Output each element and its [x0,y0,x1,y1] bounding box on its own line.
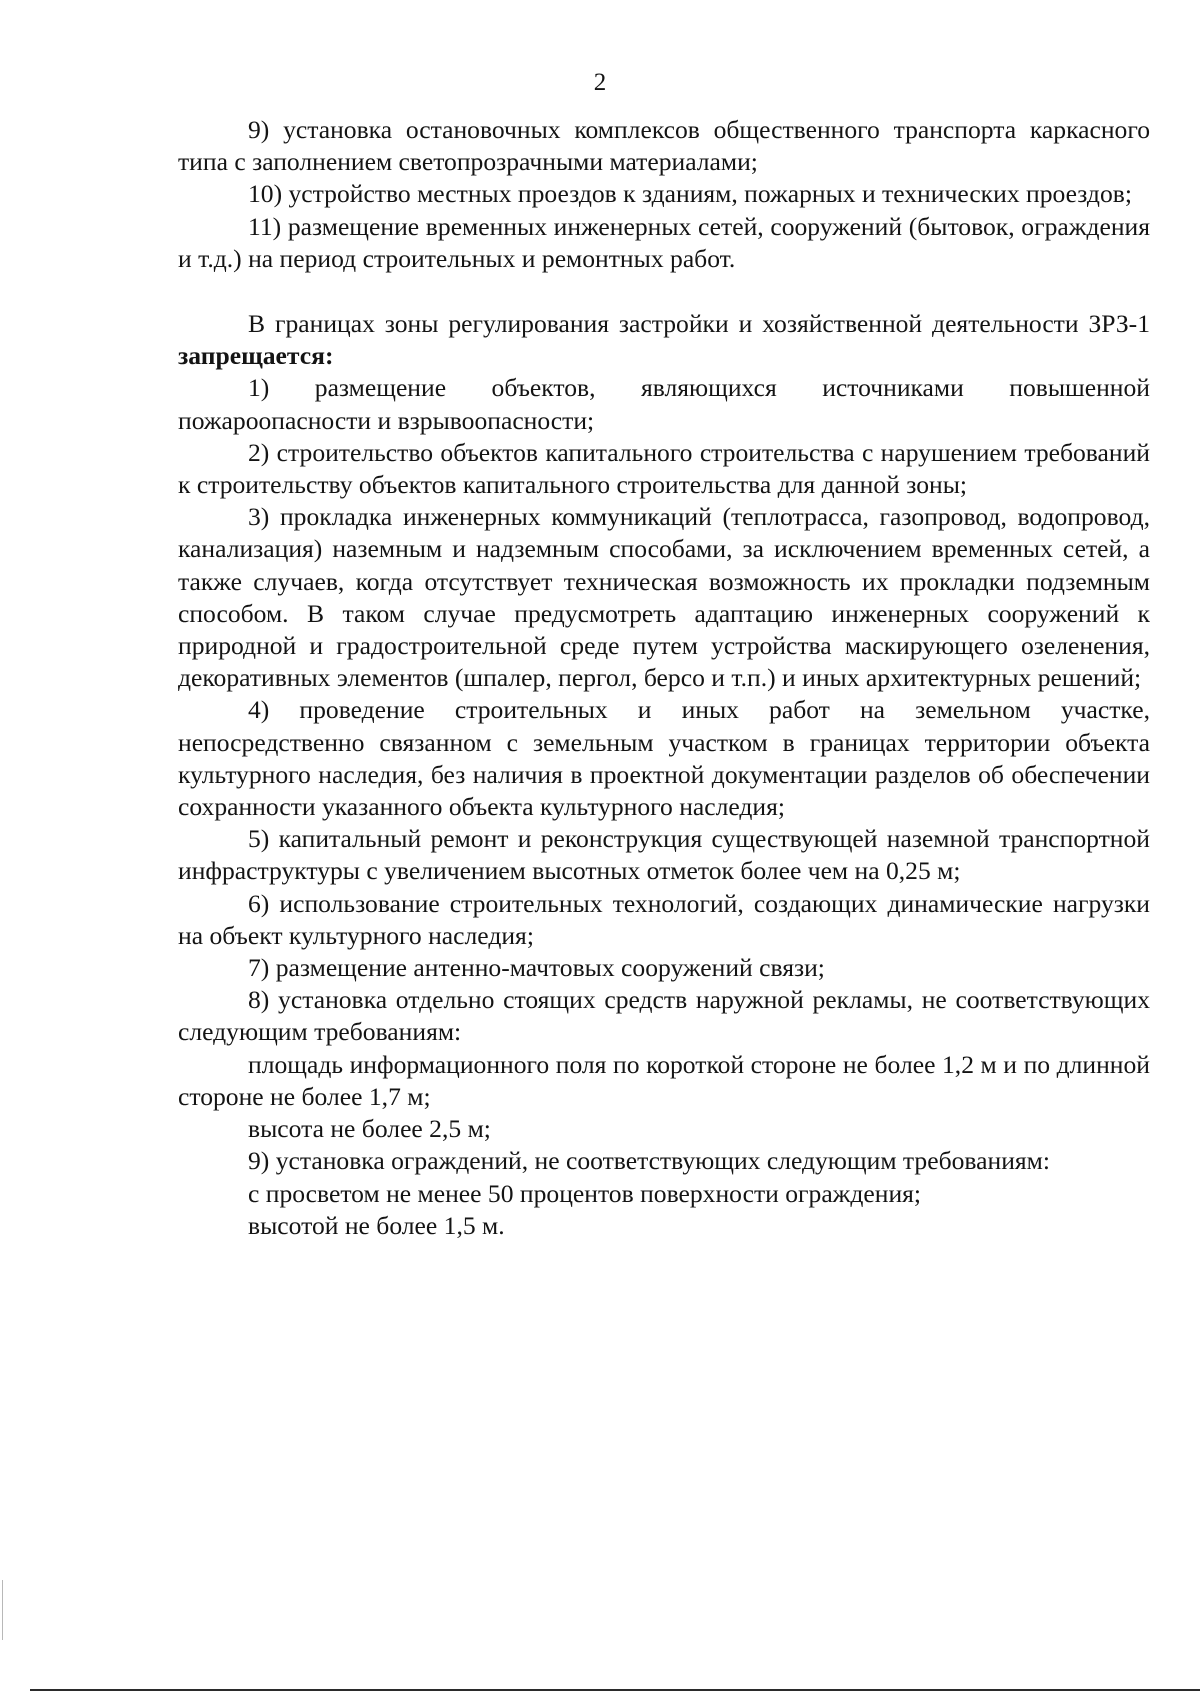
prohibition-intro-text: В границах зоны регулирования застройки и хозяйственной деятельности ЗРЗ-1 [248,309,1150,339]
list-item: высотой не более 1,5 м. [248,1210,505,1240]
scan-bottom-edge [30,1689,1200,1691]
document-body [178,114,1150,1242]
page-number: 2 [593,69,607,96]
paragraph-gap [178,275,1150,308]
list-item: 7) размещение антенно-мачтовых сооружений связи; [248,953,825,983]
list-item: 5) капитальный ремонт и реконструкция существующей наземной транспортной инфраструктуры с увеличением высотных отметок более чем на 0,25 м; [178,824,1150,886]
list-item: с просветом не менее 50 процентов поверхности ограждения; [248,1178,922,1208]
prohibition-intro [178,308,1150,372]
list-item: высота не более 2,5 м; [248,1114,491,1144]
list-item: 11) размещение временных инженерных сетей, сооружений (бытовок, ограждения и т.д.) на период строительных и ремонтных работ. [178,211,1150,273]
list-item: 10) устройство местных проездов к зданиям, пожарных и технических проездов; [248,179,1132,209]
prohibition-emphasis: запрещается: [178,341,334,371]
list-item: 6) использование строительных технологий, создающих динамические нагрузки на объект культурного наследия; [178,888,1150,950]
list-item: 1) размещение объектов, являющихся источниками повышенной пожароопасности и взрывоопасности; [178,373,1150,435]
list-item: 9) установка ограждений, не соответствующих следующим требованиям: [248,1146,1050,1176]
list-item: 2) строительство объектов капитального строительства с нарушением требований к строительству объектов капитального строительства для данной зоны; [178,437,1150,500]
list-item: 9) установка остановочных комплексов общественного транспорта каркасного типа с заполнением светопрозрачными материалами; [178,115,1150,177]
list-item: площадь информационного поля по короткой стороне не более 1,2 м и по длинной стороне не более 1,7 м; [178,1049,1150,1111]
list-item: 8) установка отдельно стоящих средств наружной рекламы, не соответствующих следующим требованиям: [178,985,1150,1047]
scan-edge-mark [2,1580,3,1640]
list-item: 3) прокладка инженерных коммуникаций (теплотрасса, газопровод, водопровод, канализация) наземным и надземным способами, за исключением временных сетей, а также случаев, когда отсутствует техническая возможность их прокладки подземным способом. В таком случае предусмотреть адаптацию инженерных сооружений к природной и градостроительной среде путем устройства маскирующего озеленения, декоративных элементов (шпалер, пергол, берсо и т.п.) и иных архитектурных решений; [178,502,1150,693]
list-item: 4) проведение строительных и иных работ на земельном участке, непосредственно связанном с земельным участком в границах территории объекта культурного наследия, без наличия в проектной документации разделов об обеспечении сохранности указанного объекта культурного наследия; [178,695,1150,822]
